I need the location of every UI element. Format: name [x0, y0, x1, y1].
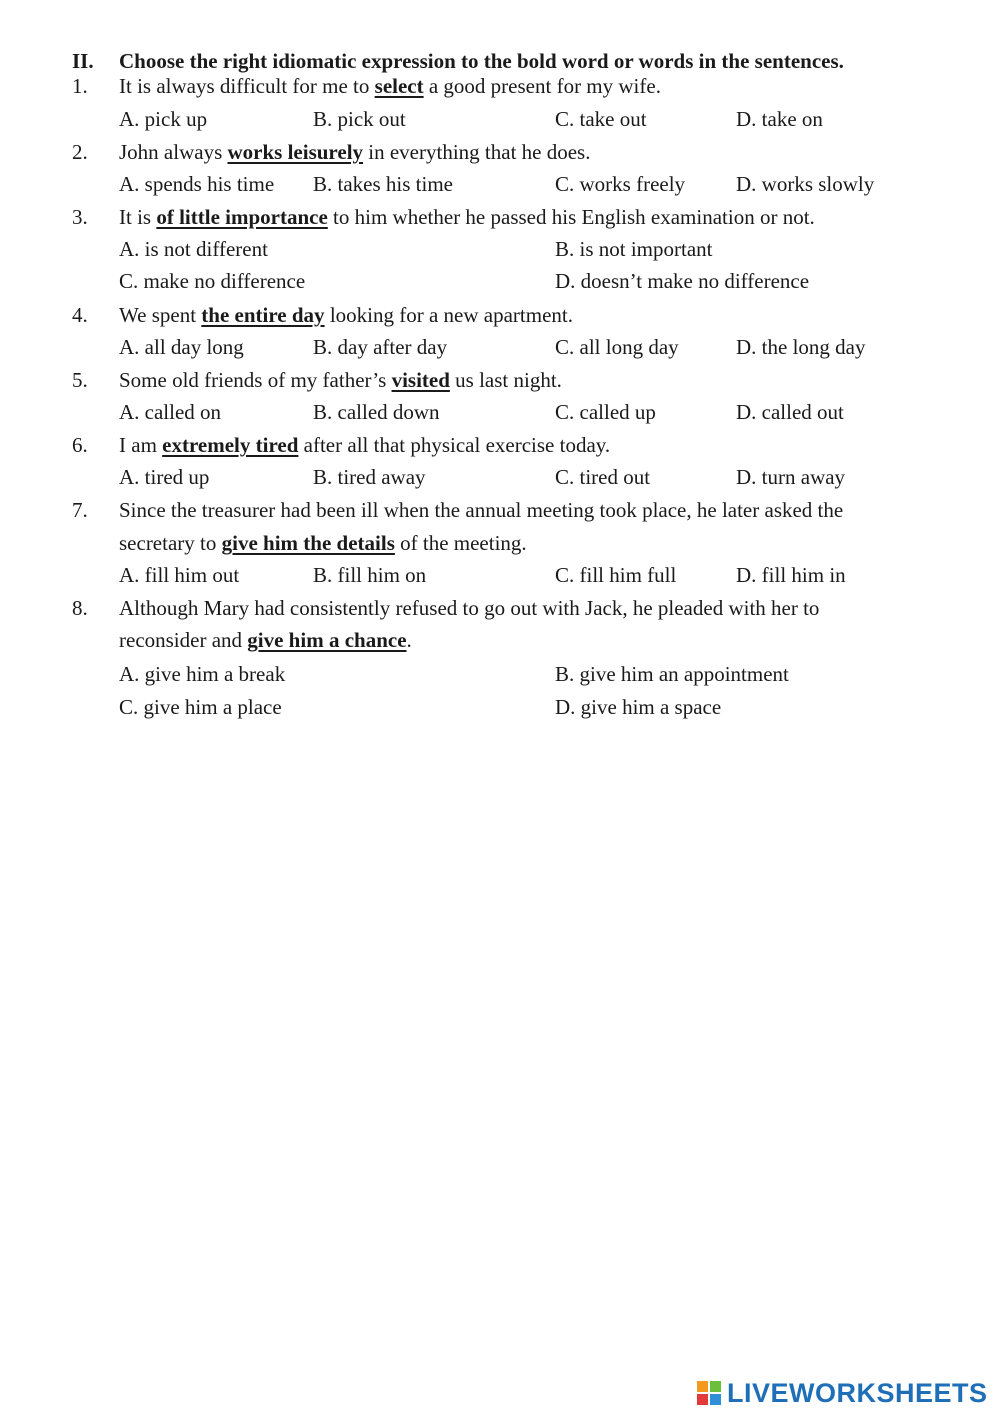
- question-5-options: [72, 396, 960, 428]
- option-b[interactable]: B. fill him on: [313, 563, 427, 587]
- option-c[interactable]: C. give him a place: [119, 695, 282, 719]
- question-4-options: [72, 331, 960, 363]
- key-phrase: give him the details: [221, 531, 395, 555]
- question-2-stem: 2. John always works leisurely in everything that he does.: [72, 136, 960, 168]
- logo-text: LIVEWORKSHEETS: [727, 1377, 988, 1408]
- option-d[interactable]: D. called out: [736, 400, 844, 424]
- option-a[interactable]: A. is not different: [119, 237, 268, 261]
- option-d[interactable]: D. turn away: [736, 465, 846, 489]
- question-number: 4.: [72, 303, 88, 327]
- option-b[interactable]: B. is not important: [555, 237, 713, 261]
- option-a[interactable]: A. pick up: [119, 107, 208, 131]
- option-d[interactable]: D. doesn’t make no difference: [555, 269, 810, 293]
- option-d[interactable]: D. fill him in: [736, 563, 846, 587]
- question-3-options-row-1: [72, 233, 960, 265]
- question-6-options: [72, 461, 960, 493]
- option-c[interactable]: C. called up: [555, 400, 656, 424]
- key-phrase: the entire day: [201, 303, 325, 327]
- liveworksheets-logo: [697, 1378, 988, 1408]
- question-5-stem: 5. Some old friends of my father’s visited us last night.: [72, 364, 960, 396]
- section-instruction: Choose the right idiomatic expression to the bold word or words in the sentences.: [119, 49, 844, 73]
- option-a[interactable]: A. called on: [119, 400, 222, 424]
- option-c[interactable]: C. take out: [555, 107, 647, 131]
- question-4-stem: 4. We spent the entire day looking for a new apartment.: [72, 299, 960, 331]
- key-phrase: select: [374, 74, 424, 98]
- option-b[interactable]: B. called down: [313, 400, 440, 424]
- question-1-stem: 1. It is always difficult for me to select a good present for my wife.: [72, 70, 960, 102]
- question-number: 6.: [72, 433, 88, 457]
- question-number: 5.: [72, 368, 88, 392]
- question-1-options: [72, 103, 960, 135]
- question-3-options-row-2: [72, 265, 960, 297]
- question-7-stem-line-2: secretary to give him the details of the meeting.: [119, 531, 527, 555]
- question-number: 1.: [72, 74, 88, 98]
- option-c[interactable]: C. make no difference: [119, 269, 306, 293]
- key-phrase: extremely tired: [162, 433, 299, 457]
- question-number: 3.: [72, 205, 88, 229]
- option-b[interactable]: B. takes his time: [313, 172, 453, 196]
- option-a[interactable]: A. fill him out: [119, 563, 240, 587]
- option-b[interactable]: B. day after day: [313, 335, 448, 359]
- key-phrase: visited: [391, 368, 450, 392]
- question-number: 2.: [72, 140, 88, 164]
- key-phrase: give him a chance: [247, 628, 407, 652]
- question-8-options-row-2: [72, 691, 960, 723]
- option-a[interactable]: A. all day long: [119, 335, 244, 359]
- option-a[interactable]: A. tired up: [119, 465, 210, 489]
- question-8-stem-line-2: reconsider and give him a chance.: [119, 628, 412, 652]
- question-3-stem: 3. It is of little importance to him whether he passed his English examination or not.: [72, 201, 960, 233]
- question-8-options-row-1: [72, 658, 960, 690]
- question-number: 8.: [72, 596, 88, 620]
- option-d[interactable]: D. give him a space: [555, 695, 722, 719]
- option-c[interactable]: C. works freely: [555, 172, 686, 196]
- logo-blocks-icon: [697, 1381, 723, 1405]
- option-d[interactable]: D. works slowly: [736, 172, 875, 196]
- question-7-options: [72, 559, 960, 591]
- option-d[interactable]: D. take on: [736, 107, 823, 131]
- question-8-stem-line-1: 8. Although Mary had consistently refused to go out with Jack, he pleaded with her to: [72, 592, 960, 624]
- key-phrase: of little importance: [156, 205, 328, 229]
- option-c[interactable]: C. tired out: [555, 465, 651, 489]
- option-d[interactable]: D. the long day: [736, 335, 866, 359]
- question-number: 7.: [72, 498, 88, 522]
- option-a[interactable]: A. give him a break: [119, 662, 286, 686]
- option-c[interactable]: C. all long day: [555, 335, 679, 359]
- question-2-options: [72, 168, 960, 200]
- option-b[interactable]: B. pick out: [313, 107, 406, 131]
- option-c[interactable]: C. fill him full: [555, 563, 677, 587]
- key-phrase: works leisurely: [227, 140, 364, 164]
- option-a[interactable]: A. spends his time: [119, 172, 275, 196]
- question-7-stem-line-1: 7. Since the treasurer had been ill when the annual meeting took place, he later asked the: [72, 494, 960, 526]
- section-number: II.: [72, 49, 94, 73]
- option-b[interactable]: B. tired away: [313, 465, 426, 489]
- question-6-stem: 6. I am extremely tired after all that physical exercise today.: [72, 429, 960, 461]
- option-b[interactable]: B. give him an appointment: [555, 662, 789, 686]
